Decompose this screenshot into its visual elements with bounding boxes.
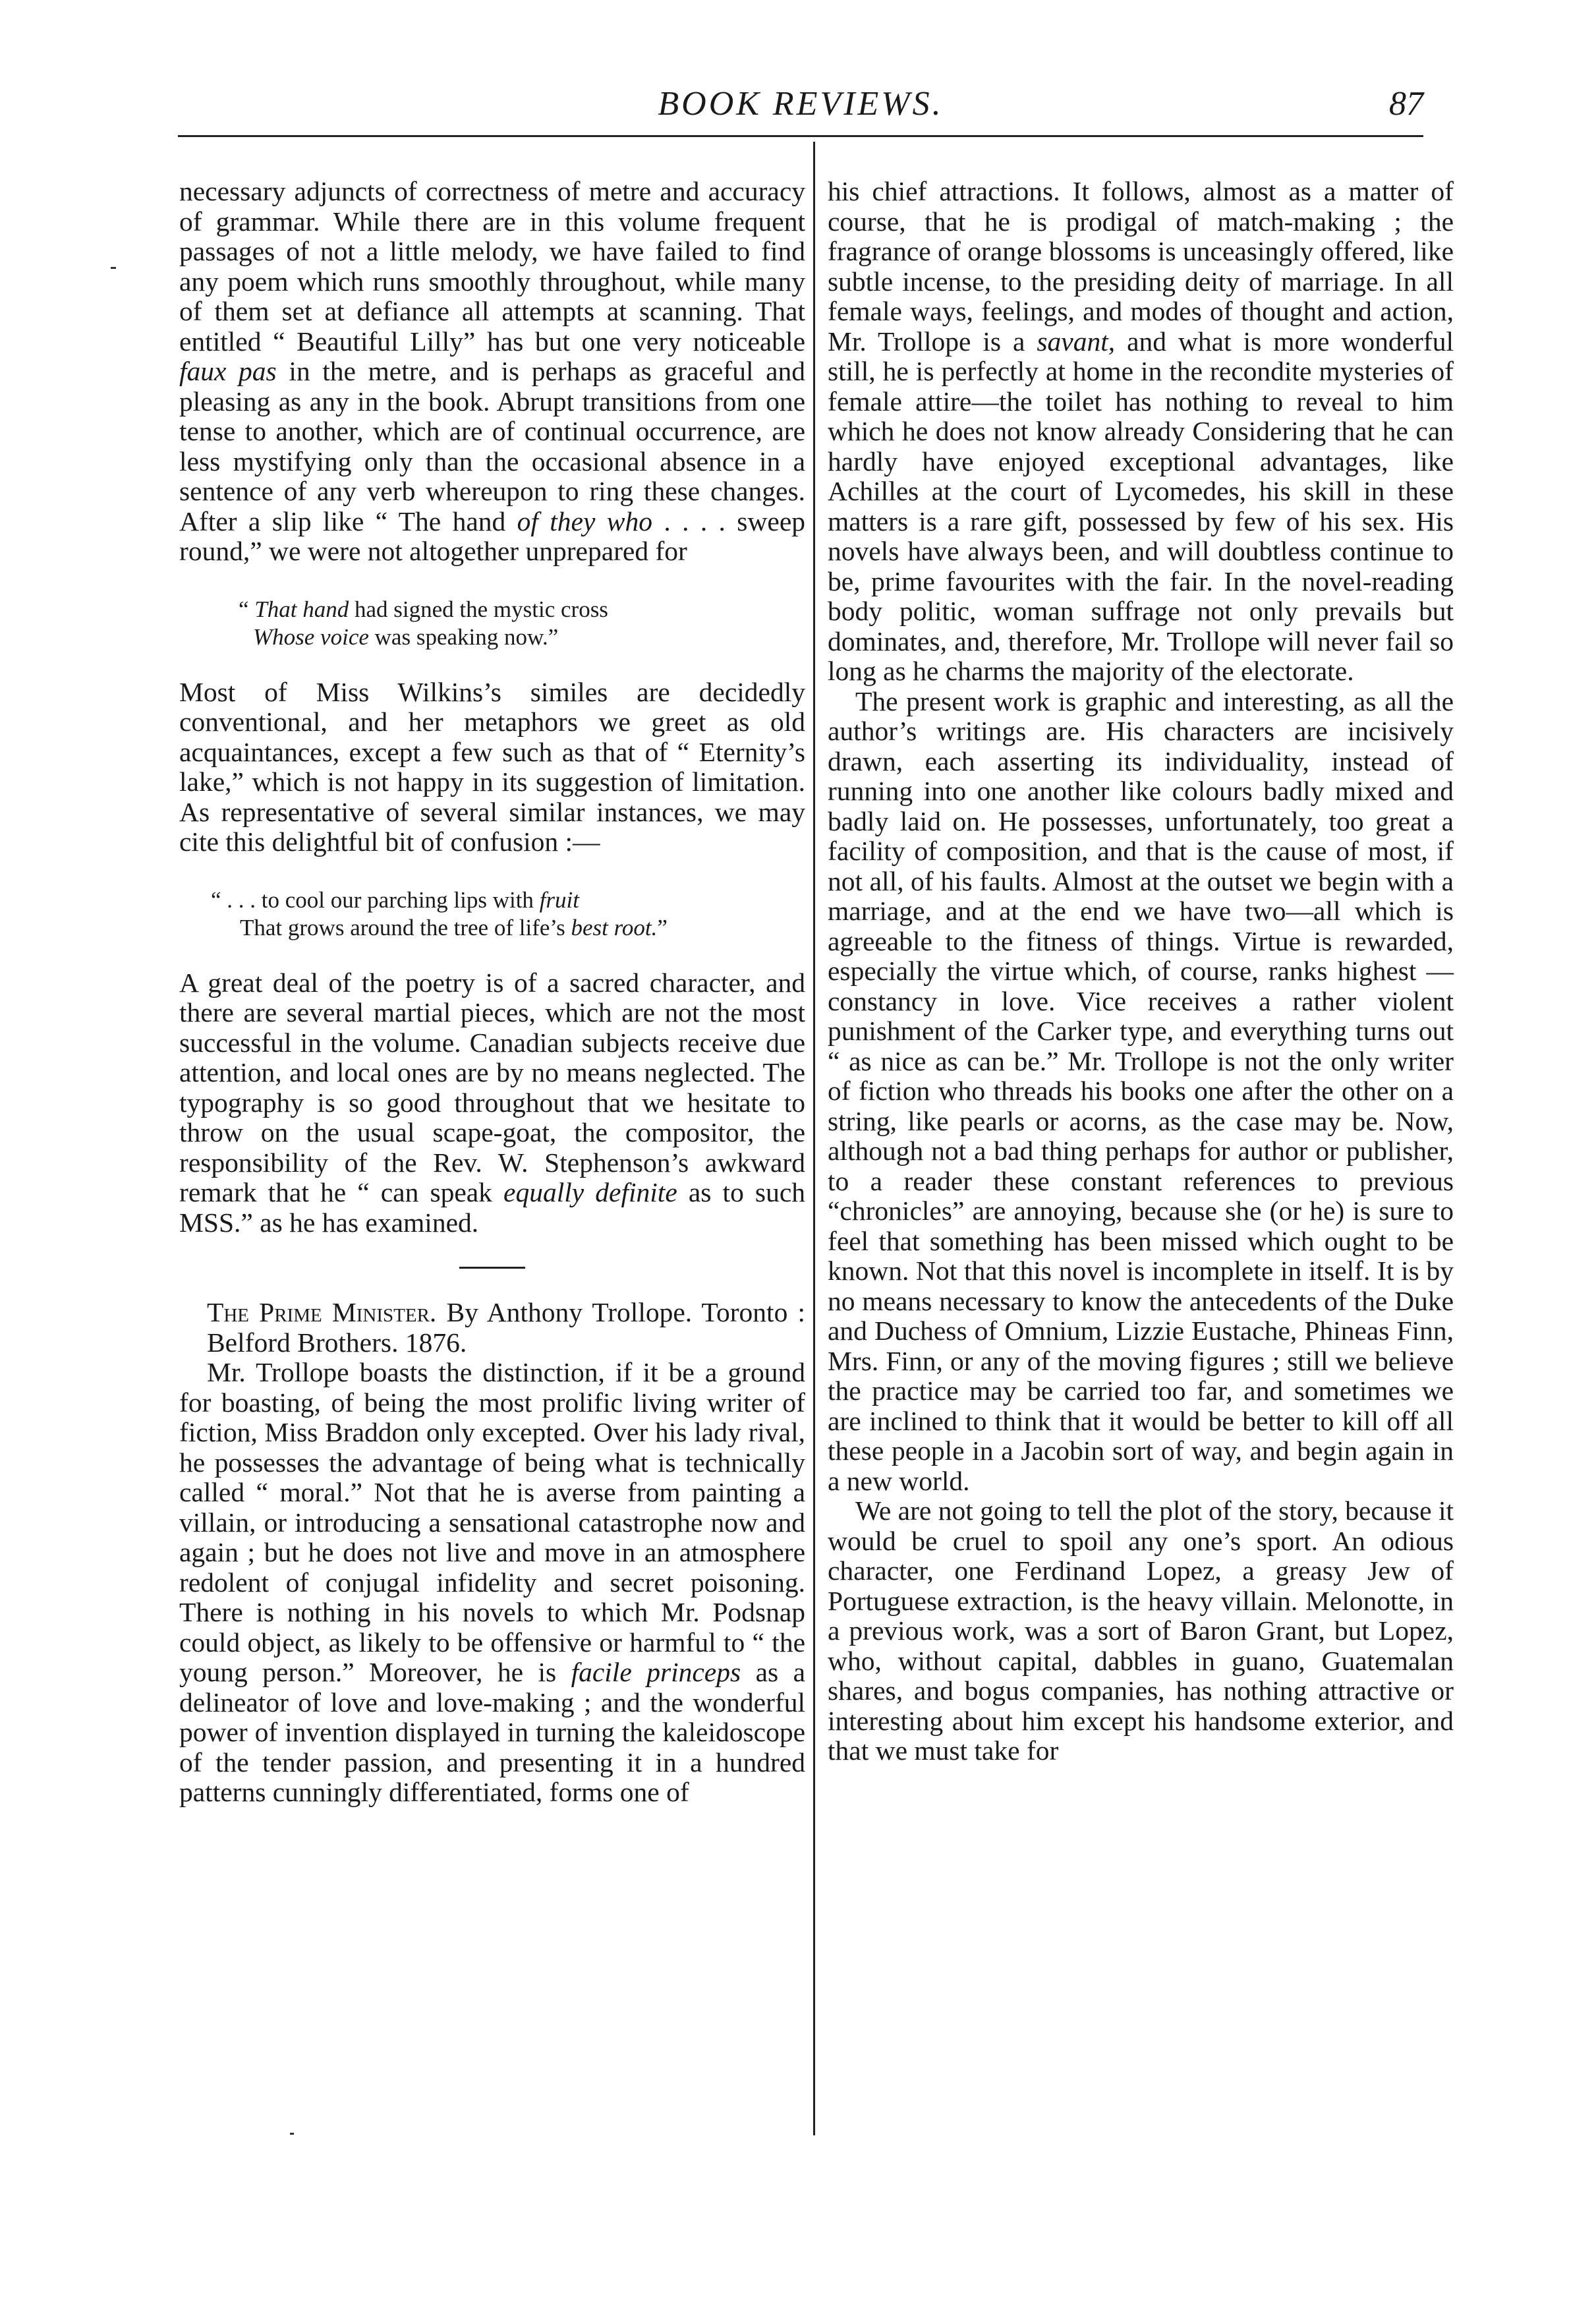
verse-line: “ That hand had signed the mystic cross — [239, 596, 608, 622]
paragraph: necessary adjuncts of correctness of metre and accuracy of grammar. While there are in this volume frequent passages of not a little melody, we have failed to find any poem which runs smoothly throughout, while many of them set at defiance all attempts at scanning. That entitled “ Beautiful Lilly” has but one very noticeable faux pas in the metre, and is perhaps as graceful and pleasing as any in the book. Abrupt transitions from one tense to another, which are of continual occurrence, are less mystifying only than the occasional absence in a sentence of any verb whereupon to ring these changes. After a slip like “ The hand of they who . . . . sweep round,” we were not altogether unprepared for — [179, 176, 806, 566]
left-column — [179, 177, 805, 1808]
page-number: 87 — [1389, 85, 1423, 123]
paragraph: The present work is graphic and interesting, as all the author’s writings are. His characters are incisively drawn, each asserting its individuality, instead of running into one another like colours badly mixed and badly laid on. He possesses, unfortunately, too great a facility of composition, and that is the cause of most, if not all, of his faults. Almost at the outset we begin with a marriage, and at the end we have two—all which is agreeable to the fitness of things. Virtue is rewarded, especially the virtue which, of course, ranks highest —constancy in love. Vice receives a rather violent punishment of the Carker type, and everything turns out “ as nice as can be.” Mr. Trollope is not the only writer of fiction who threads his books one after the other on a string, like pearls or acorns, as the case may be. Now, although not a bad thing perhaps for author or publisher, to a reader these constant references to previous “chronicles” are annoying, because she (or he) is sure to feel that something has been missed which ought to be known. Not that this novel is incomplete in itself. It is by no means necessary to know the antecedents of the Duke and Duchess of Omnium, Lizzie Eustache, Phineas Finn, Mrs. Finn, or any of the moving figures ; still we believe the practice may be carried too far, and sometimes we are inclined to think that it would be better to kill off all these people in a Jacobin sort of way, and begin again in a new world. — [828, 685, 1454, 1496]
foot-mark — [290, 2133, 294, 2135]
review-title: The Prime Minister. — [207, 1297, 437, 1327]
verse-line: Whose voice was speaking now.” — [253, 623, 559, 650]
paragraph: Mr. Trollope boasts the distinction, if it be a ground for boasting, of being the most prolific living writer of fiction, Miss Braddon only excepted. Over his lady rival, he possesses the advantage of being what is technically called “ moral.” Not that he is averse from painting a villain, or introducing a sensational catastrophe now and again ; but he does not live and move in an atmosphere redolent of conjugal infidelity and secret poisoning. There is nothing in his novels to which Mr. Podsnap could object, as likely to be offensive or harmful to “ the young person.” Moreover, he is facile princeps as a delineator of love and love-making ; and the wonderful power of invention displayed in turning the kaleidoscope of the tender passion, and presenting it in a hundred patterns cunningly differentiated, forms one of — [179, 1357, 805, 1807]
paragraph: his chief attractions. It follows, almost as a matter of course, that he is prodigal of match-making ; the fragrance of orange blossoms is unceasingly offered, like subtle incense, to the presiding deity of marriage. In all female ways, feelings, and modes of thought and action, Mr. Trollope is a savant, and what is more wonderful still, he is perfectly at home in the recondite mysteries of female attire—the toilet has nothing to reveal to him which he does not know already Considering that he can hardly have enjoyed exceptional advantages, like Achilles at the court of Lycomedes, his skill in these matters is a rare gift, possessed by few of his sex. His novels have always been, and will doubtless continue to be, prime favourites with the fair. In the novel-reading body politic, woman suffrage not only prevails but dominates, and, therefore, Mr. Trollope will never fail so long as he charms the majority of the electorate. — [828, 176, 1454, 686]
running-title: BOOK REVIEWS. — [658, 85, 944, 123]
margin-mark — [111, 267, 116, 269]
verse-line: “ . . . to cool our parching lips with fruit — [211, 886, 579, 913]
paragraph: A great deal of the poetry is of a sacred character, and there are several martial pieces, which are not the most successful in the volume. Canadian subjects receive due attention, and local ones are by no means neglected. The typography is so good throughout that we hesitate to throw on the usual scape-goat, the compositor, the responsibility of the Rev. W. Stephenson’s awkward remark that he “ can speak equally definite as to such MSS.” as he has examined. — [179, 967, 806, 1238]
column-divider — [813, 142, 815, 2135]
verse-line: That grows around the tree of life’s best root.” — [240, 914, 668, 940]
section-divider — [459, 1267, 525, 1269]
paragraph: We are not going to tell the plot of the story, because it would be cruel to spoil any one’s sport. An odious character, one Ferdinand Lopez, a greasy Jew of Portuguese extraction, is the heavy villain. Melonotte, in a previous work, was a sort of Baron Grant, but Lopez, who, without capital, dabbles in guano, Guatemalan shares, and bogus companies, has nothing attractive or interesting about him except his handsome exterior, and that we must take for — [828, 1495, 1454, 1766]
paragraph: Most of Miss Wilkins’s similes are decidedly conventional, and her metaphors we greet as old acquaintances, except a few such as that of “ Eternity’s lake,” which is not happy in its suggestion of limitation. As representative of several similar instances, we may cite this delightful bit of confusion :— — [179, 676, 805, 857]
review-heading — [179, 1298, 805, 1358]
verse-quote — [179, 596, 805, 651]
review-details: By Anthony Trollope. Toronto : Belford Brothers. 1876. — [207, 1297, 806, 1358]
verse-quote — [179, 886, 805, 942]
header-rule — [178, 135, 1423, 137]
page-header — [178, 79, 1423, 132]
right-column — [828, 177, 1454, 1766]
